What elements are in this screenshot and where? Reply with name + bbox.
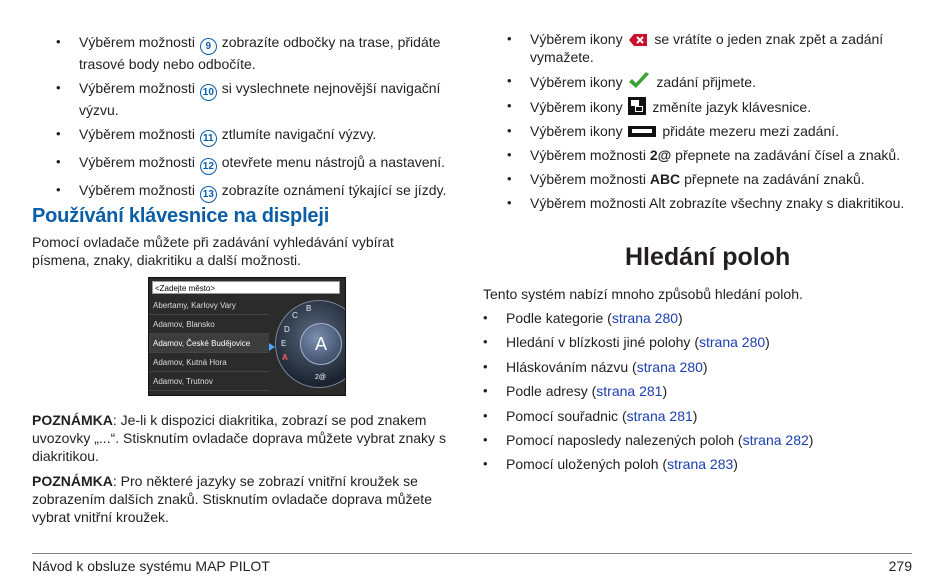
- keyboard-screenshot: [148, 277, 346, 396]
- list-item: • Podle kategorie (strana 280): [483, 309, 913, 327]
- screenshot-mode-label: 2@: [315, 374, 326, 381]
- checkmark-icon: [628, 72, 650, 90]
- page-number: 279: [888, 558, 912, 574]
- section-heading: Používání klávesnice na displeji: [32, 205, 330, 227]
- list-item: • Výběrem možnosti 2@ přepnete na zadávání čísel a znaků.: [507, 146, 917, 164]
- list-item: • Výběrem možnosti ABC přepnete na zadávání znaků.: [507, 170, 917, 188]
- page-reference-link[interactable]: strana 283: [667, 456, 734, 473]
- screenshot-result-list: [149, 296, 269, 391]
- list-item: • Hledání v blízkosti jiné polohy (strana 280): [483, 333, 913, 351]
- section-title: Hledání poloh: [625, 243, 791, 271]
- page-reference-link[interactable]: strana 280: [611, 310, 679, 326]
- options-list: [56, 33, 456, 209]
- dial-letter: E: [281, 339, 287, 348]
- list-item: • Výběrem možnosti 10 si vyslechnete nejnovější navigační výzvu.: [56, 79, 456, 119]
- screenshot-row: Adamov, Blansko: [149, 315, 269, 334]
- dial-letter-selected: A: [282, 353, 288, 362]
- number-10-icon: 10: [200, 84, 217, 101]
- dial-letter: B: [306, 304, 312, 313]
- list-item: • Pomocí uložených poloh (strana 283): [483, 455, 913, 473]
- dial-center-letter: A: [300, 323, 342, 365]
- page-reference-link[interactable]: strana 281: [626, 407, 693, 424]
- footer-divider: [32, 553, 912, 554]
- page-reference-link[interactable]: strana 281: [596, 383, 663, 400]
- lead-paragraph: Pomocí ovladače můžete při zadávání vyhledávání vybírat písmena, znaky, diakritiku a další možnosti.: [32, 234, 394, 268]
- spacebar-icon: [628, 126, 656, 137]
- search-methods-list: [483, 309, 913, 480]
- list-item: • Výběrem ikony zadání přijmete.: [507, 72, 917, 91]
- list-item: • Výběrem možnosti 11 ztlumíte navigační výzvy.: [56, 125, 456, 147]
- dial-letter: D: [284, 325, 290, 334]
- list-item: • Hláskováním názvu (strana 280): [483, 358, 913, 376]
- note-paragraph: POZNÁMKA: Pro některé jazyky se zobrazí vnitřní kroužek se zobrazením dalších znaků. Stisknutím ovladače doprava můžete vybrat vnitřní kroužek.: [32, 473, 432, 525]
- number-11-icon: 11: [200, 130, 217, 147]
- page-reference-link[interactable]: strana 280: [636, 358, 703, 375]
- letter-dial: [275, 300, 346, 388]
- dial-letter: C: [292, 311, 298, 320]
- list-item: • Výběrem možnosti 12 otevřete menu nástrojů a nastavení.: [56, 153, 456, 175]
- list-item: • Výběrem ikony přidáte mezeru mezi zadání.: [507, 122, 917, 140]
- number-13-icon: 13: [200, 186, 217, 203]
- screenshot-row: Adamov, Trutnov: [149, 372, 269, 391]
- intro-paragraph: Tento systém nabízí mnoho způsobů hledání poloh.: [483, 286, 803, 302]
- screenshot-search-input: <Zadejte město>: [152, 281, 340, 294]
- list-item: • Pomocí souřadnic (strana 281): [483, 407, 913, 425]
- number-12-icon: 12: [200, 158, 217, 175]
- note-paragraph: POZNÁMKA: Je-li k dispozici diakritika, zobrazí se pod znakem uvozovky „...“. Stisknutím ovladače doprava můžete vybrat znaky s diakritikou.: [32, 412, 446, 464]
- list-item: • Výběrem ikony se vrátíte o jeden znak zpět a zadání vymažete.: [507, 30, 917, 66]
- footer-title: Návod k obsluze systému MAP PILOT: [32, 558, 270, 574]
- page-reference-link[interactable]: strana 282: [742, 431, 809, 448]
- language-icon: [628, 97, 646, 115]
- keyboard-icons-list: [507, 30, 917, 218]
- list-item: • Pomocí naposledy nalezených poloh (strana 282): [483, 431, 913, 449]
- page-reference-link[interactable]: strana 280: [699, 334, 766, 351]
- list-item: • Výběrem možnosti Alt zobrazíte všechny znaky s diakritikou.: [507, 194, 917, 212]
- list-item: • Podle adresy (strana 281): [483, 382, 913, 400]
- screenshot-row: Adamov, Kutná Hora: [149, 353, 269, 372]
- note-label: POZNÁMKA: [32, 412, 113, 428]
- note-label: POZNÁMKA: [32, 473, 113, 489]
- backspace-icon: [628, 33, 648, 47]
- screenshot-row-selected: Adamov, České Budějovice: [149, 334, 269, 353]
- list-item: • Výběrem možnosti 13 zobrazíte oznámení týkající se jízdy.: [56, 181, 456, 203]
- list-item: • Výběrem možnosti 9 zobrazíte odbočky na trase, přidáte trasové body nebo odbočíte.: [56, 33, 456, 73]
- number-9-icon: 9: [200, 38, 217, 55]
- screenshot-row: Abertamy, Karlovy Vary: [149, 296, 269, 315]
- list-item: • Výběrem ikony změníte jazyk klávesnice.: [507, 97, 917, 116]
